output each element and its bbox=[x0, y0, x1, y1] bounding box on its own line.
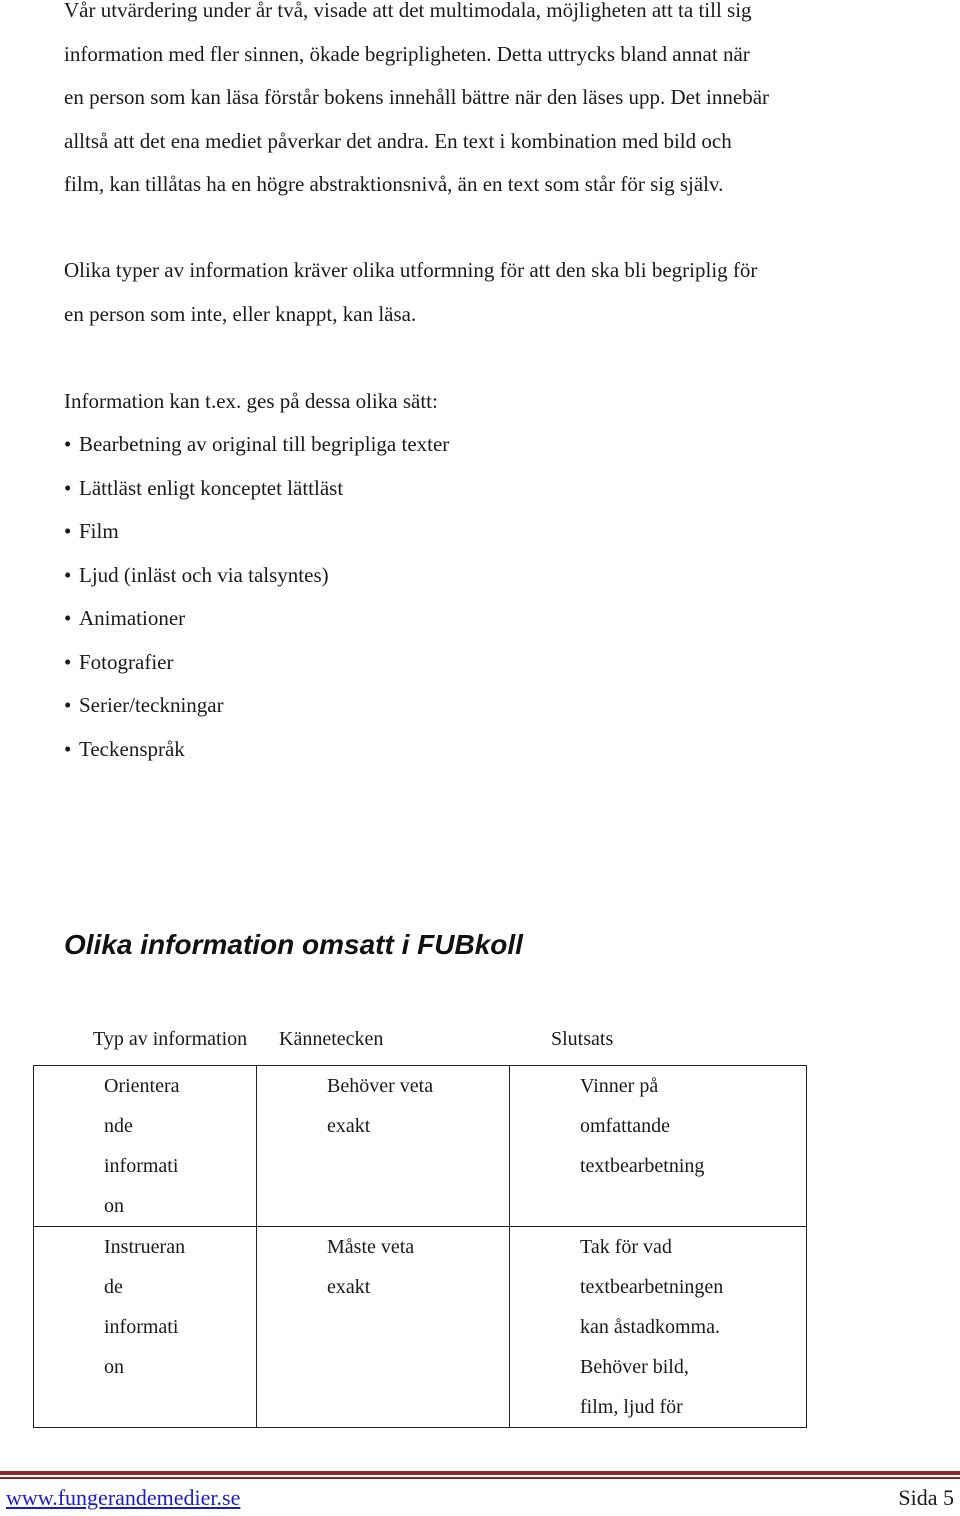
cell-line: Behöver veta bbox=[327, 1075, 434, 1097]
ways-bullet-list bbox=[64, 423, 449, 771]
list-item: • Ljud (inläst och via talsyntes) bbox=[64, 554, 449, 598]
cell-line: Måste veta bbox=[327, 1236, 415, 1258]
cell-line: on bbox=[104, 1356, 124, 1378]
text-line: Olika typer av information kräver olika utformning för att den ska bli begriplig för bbox=[64, 258, 758, 282]
cell-line: informati bbox=[104, 1155, 179, 1177]
list-item: • Bearbetning av original till begripliga texter bbox=[64, 423, 449, 467]
paragraph-evaluation bbox=[64, 0, 924, 207]
table-header-features: Kännetecken bbox=[279, 1028, 384, 1050]
table-header-type: Typ av information bbox=[93, 1028, 248, 1050]
list-item: • Teckenspråk bbox=[64, 728, 449, 772]
cell-line: textbearbetningen bbox=[580, 1276, 724, 1298]
paragraph-information-types bbox=[64, 249, 924, 336]
list-item: • Animationer bbox=[64, 597, 449, 641]
table-row bbox=[34, 1066, 807, 1227]
table-cell-conclusion bbox=[510, 1227, 807, 1428]
table-cell-type bbox=[34, 1066, 257, 1227]
cell-line: informati bbox=[104, 1316, 179, 1338]
table-header-conclusion: Slutsats bbox=[551, 1028, 614, 1050]
table-row bbox=[34, 1227, 807, 1428]
list-item: • Lättläst enligt konceptet lättläst bbox=[64, 467, 449, 511]
text-line: information med fler sinnen, ökade begripligheten. Detta uttrycks bland annat när bbox=[64, 41, 750, 66]
table-cell-features bbox=[257, 1227, 510, 1428]
list-item: • Serier/teckningar bbox=[64, 684, 449, 728]
footer-divider bbox=[0, 1477, 960, 1479]
footer-website-link[interactable]: www.fungerandemedier.se bbox=[6, 1485, 241, 1510]
information-table bbox=[33, 1065, 807, 1428]
table-cell-type bbox=[34, 1227, 257, 1428]
list-item: • Fotografier bbox=[64, 641, 449, 685]
cell-line: Vinner på bbox=[580, 1075, 659, 1097]
cell-line: kan åstadkomma. bbox=[580, 1316, 720, 1338]
cell-line: on bbox=[104, 1195, 124, 1217]
cell-line: nde bbox=[104, 1115, 133, 1137]
text-line: film, kan tillåtas ha en högre abstraktionsnivå, än en text som står för sig själv. bbox=[64, 172, 724, 196]
text-line: en person som kan läsa förstår bokens innehåll bättre när den läses upp. Det innebär bbox=[64, 85, 770, 109]
text-line: en person som inte, eller knappt, kan läsa. bbox=[64, 301, 417, 326]
text-line: alltså att det ena mediet påverkar det andra. En text i kombination med bild och bbox=[64, 128, 732, 153]
cell-line: Behöver bild, bbox=[580, 1356, 689, 1378]
cell-line: de bbox=[104, 1276, 123, 1298]
cell-line: film, ljud för bbox=[580, 1396, 683, 1418]
table-cell-features bbox=[257, 1066, 510, 1227]
list-item: • Film bbox=[64, 510, 449, 554]
cell-line: textbearbetning bbox=[580, 1155, 705, 1177]
section-heading: Olika information omsatt i FUBkoll bbox=[64, 929, 523, 960]
cell-line: omfattande bbox=[580, 1115, 670, 1137]
table-cell-conclusion bbox=[510, 1066, 807, 1227]
paragraph-ways-intro bbox=[64, 380, 924, 424]
text-line: Vår utvärdering under år två, visade att det multimodala, möjligheten att ta till sig bbox=[64, 0, 752, 22]
page-number: Sida 5 bbox=[898, 1485, 954, 1510]
cell-line: Tak för vad bbox=[580, 1236, 672, 1258]
cell-line: exakt bbox=[327, 1276, 371, 1298]
footer-divider bbox=[0, 1471, 960, 1475]
text-line: Information kan t.ex. ges på dessa olika sätt: bbox=[64, 389, 438, 413]
cell-line: exakt bbox=[327, 1115, 371, 1137]
cell-line: Instrueran bbox=[104, 1236, 186, 1258]
cell-line: Orientera bbox=[104, 1075, 180, 1097]
